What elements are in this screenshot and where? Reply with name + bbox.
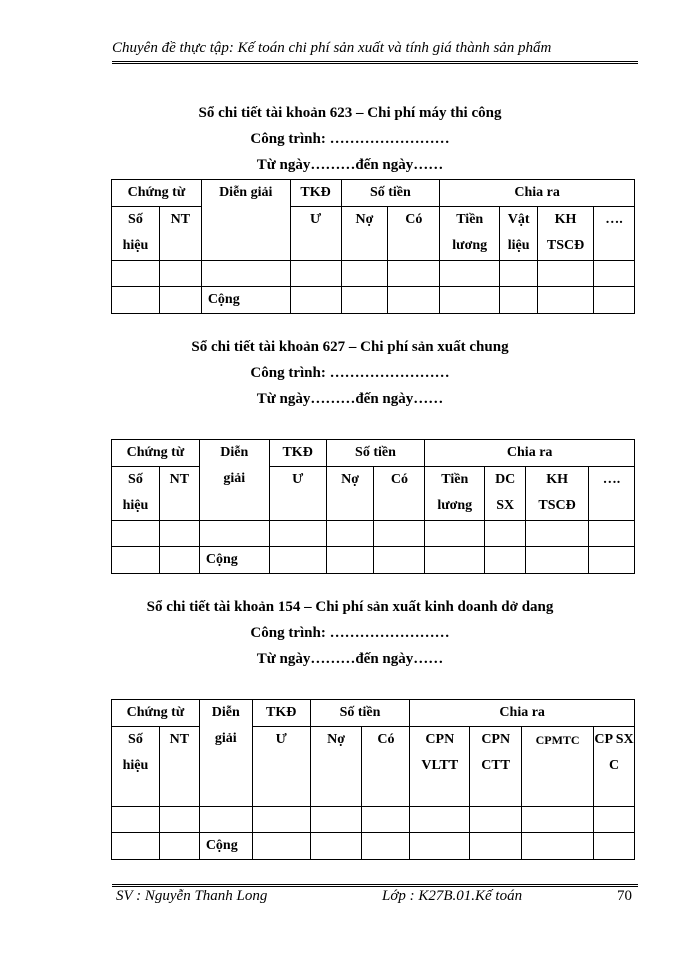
header-so-hieu: Số hiệu	[112, 727, 160, 807]
header-col-4: ….	[589, 467, 635, 521]
header-chia-ra: Chia ra	[440, 180, 635, 207]
cong-trinh-line: Công trình: ……………………	[250, 365, 450, 381]
header-so-tien: Số tiền	[326, 440, 425, 467]
header-tkdu: TKĐ	[252, 700, 310, 727]
header-no: Nợ	[326, 467, 374, 521]
header-dien-giai: Diễn giải	[199, 440, 269, 521]
ledger-table-623	[111, 179, 635, 314]
date-range-line: Từ ngày………đến ngày……	[256, 391, 444, 407]
table-row-total	[112, 547, 635, 574]
header-so-tien: Số tiền	[310, 700, 410, 727]
header-so-hieu: Số hiệu	[112, 467, 160, 521]
header-col-1: Tiền lương	[425, 467, 485, 521]
page-number: 70	[617, 888, 632, 904]
header-tkdu-2: Ư	[269, 467, 326, 521]
header-col-4: ….	[594, 207, 635, 261]
cong-label: Cộng	[199, 547, 269, 574]
header-chia-ra: Chia ra	[410, 700, 635, 727]
cong-trinh-line: Công trình: ……………………	[250, 131, 450, 147]
cong-label: Cộng	[199, 833, 252, 860]
header-chung-tu: Chứng từ	[112, 700, 200, 727]
header-col-1: Tiền lương	[440, 207, 500, 261]
cong-trinh-line: Công trình: ……………………	[250, 625, 450, 641]
header-col-4: CP SX C	[594, 727, 635, 807]
header-no: Nợ	[341, 207, 388, 261]
header-col-1: CPN VLTT	[410, 727, 470, 807]
header-chung-tu: Chứng từ	[112, 180, 202, 207]
header-tkdu: TKĐ	[269, 440, 326, 467]
header-nt: NT	[159, 727, 199, 807]
header-chia-ra: Chia ra	[425, 440, 635, 467]
header-rule	[112, 61, 638, 64]
header-chung-tu: Chứng từ	[112, 440, 200, 467]
header-tkdu: TKĐ	[290, 180, 341, 207]
header-co: Có	[388, 207, 440, 261]
ledger-table-627	[111, 439, 635, 574]
header-col-3: KH TSCĐ	[538, 207, 594, 261]
header-col-2: CPN CTT	[470, 727, 522, 807]
date-range-line: Từ ngày………đến ngày……	[256, 157, 444, 173]
table-row-total	[112, 833, 635, 860]
header-tkdu-2: Ư	[290, 207, 341, 261]
header-so-tien: Số tiền	[341, 180, 440, 207]
header-nt: NT	[159, 467, 199, 521]
section-title: Sổ chi tiết tài khoản 623 – Chi phí máy thi công	[198, 105, 502, 121]
header-col-2: Vật liệu	[500, 207, 538, 261]
date-range-line: Từ ngày………đến ngày……	[256, 651, 444, 667]
header-col-2: DC SX	[485, 467, 526, 521]
header-dien-giai: Diễn giải	[201, 180, 290, 261]
cong-label: Cộng	[201, 287, 290, 314]
header-col-3: CPMTC	[522, 727, 594, 807]
header-dien-giai: Diễn giải	[199, 700, 252, 807]
student-name: SV : Nguyễn Thanh Long	[116, 888, 268, 904]
running-header: Chuyên đề thực tập: Kế toán chi phí sản xuất và tính giá thành sản phẩm	[112, 40, 552, 56]
ledger-table-154	[111, 699, 635, 860]
header-nt: NT	[159, 207, 201, 261]
footer-rule	[112, 884, 638, 887]
table-row-total	[112, 287, 635, 314]
class-name: Lớp : K27B.01.Kế toán	[382, 888, 523, 904]
header-so-hieu: Số hiệu	[112, 207, 160, 261]
section-title: Sổ chi tiết tài khoản 627 – Chi phí sản xuất chung	[191, 339, 509, 355]
table-row	[112, 521, 635, 547]
table-row	[112, 807, 635, 833]
header-tkdu-2: Ư	[252, 727, 310, 807]
header-co: Có	[374, 467, 425, 521]
header-col-3: KH TSCĐ	[526, 467, 589, 521]
header-co: Có	[362, 727, 410, 807]
section-title: Sổ chi tiết tài khoản 154 – Chi phí sản xuất kinh doanh dở dang	[146, 599, 554, 615]
header-no: Nợ	[310, 727, 362, 807]
table-row	[112, 261, 635, 287]
